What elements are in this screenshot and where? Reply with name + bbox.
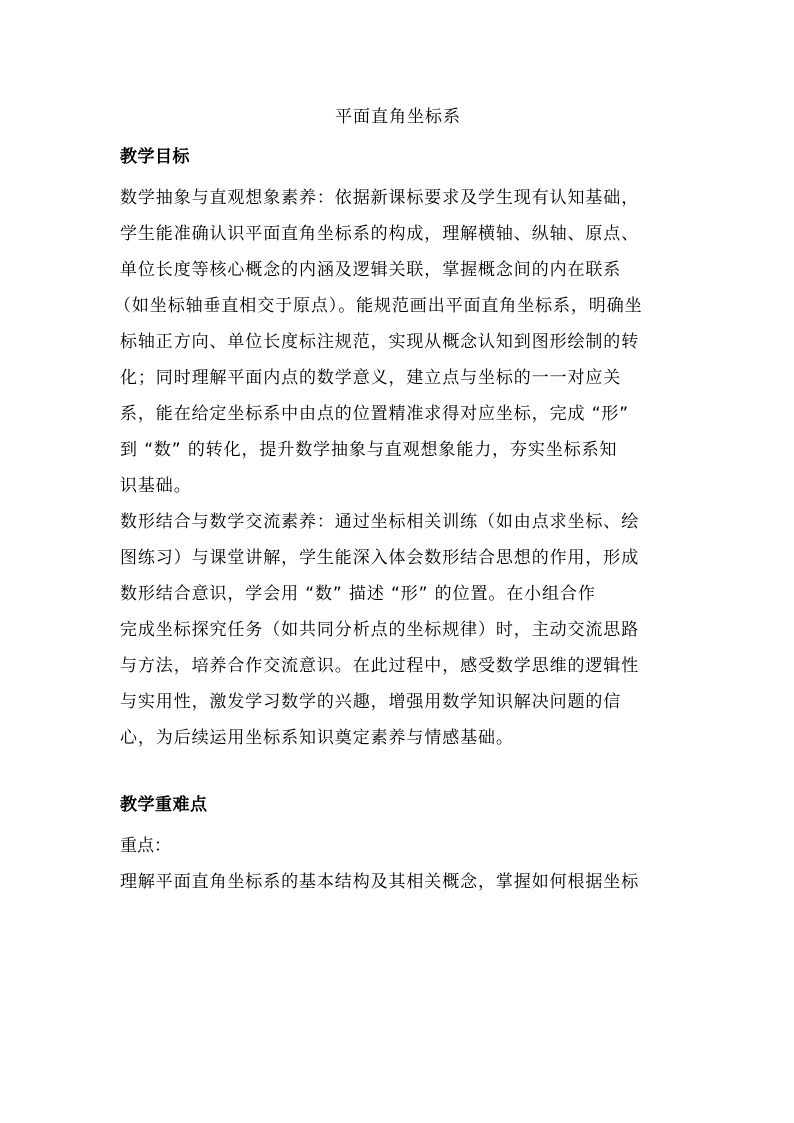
text-line: 标轴正方向、单位长度标注规范，实现从概念认知到图形绘制的转 xyxy=(120,332,640,352)
text-line: 单位长度等核心概念的内涵及逻辑关联，掌握概念间的内在联系 xyxy=(120,260,622,280)
paragraph-key-points xyxy=(120,864,668,900)
text-line: 图练习）与课堂讲解，学生能深入体会数形结合思想的作用，形成 xyxy=(120,548,640,568)
text-line: 完成坐标探究任务（如共同分析点的坐标规律）时，主动交流思路 xyxy=(120,620,640,640)
document-title: 平面直角坐标系 xyxy=(335,107,461,127)
text-line: 化；同时理解平面内点的数学意义，建立点与坐标的一一对应关 xyxy=(120,368,622,388)
text-line: 心，为后续运用坐标系知识奠定素养与情感基础。 xyxy=(120,728,514,748)
text-line: 数形结合意识，学会用 “数” 描述 “形” 的位置。在小组合作 xyxy=(120,584,596,604)
text-line: 与方法，培养合作交流意识。在此过程中，感受数学思维的逻辑性 xyxy=(120,656,640,676)
key-points-label: 重点： xyxy=(120,836,171,856)
text-line: 到 “数” 的转化，提升数学抽象与直观想象能力，夯实坐标系知 xyxy=(120,440,618,460)
text-line: 系，能在给定坐标系中由点的位置精准求得对应坐标，完成 “形” xyxy=(120,404,630,424)
text-line: 数学抽象与直观想象素养：依据新课标要求及学生现有认知基础， xyxy=(120,188,640,208)
text-line: 与实用性，激发学习数学的兴趣，增强用数学知识解决问题的信 xyxy=(120,692,622,712)
section-heading: 教学重难点 xyxy=(120,795,208,815)
section-heading: 教学目标 xyxy=(120,147,190,167)
blank-line xyxy=(120,756,668,792)
text-line: （如坐标轴垂直相交于原点）。能规范画出平面直角坐标系，明确坐 xyxy=(114,296,643,316)
paragraph-number-shape-communication xyxy=(120,504,668,756)
text-line: 理解平面直角坐标系的基本结构及其相关概念，掌握如何根据坐标 xyxy=(120,872,640,892)
paragraph-abstraction-intuition xyxy=(114,180,668,504)
text-line: 学生能准确认识平面直角坐标系的构成，理解横轴、纵轴、原点、 xyxy=(120,224,640,244)
document-page xyxy=(114,104,668,900)
text-line: 数形结合与数学交流素养：通过坐标相关训练（如由点求坐标、绘 xyxy=(120,512,640,532)
section-key-difficult-points xyxy=(120,792,668,900)
section-teaching-objectives xyxy=(114,144,668,756)
text-line: 识基础。 xyxy=(120,476,192,496)
